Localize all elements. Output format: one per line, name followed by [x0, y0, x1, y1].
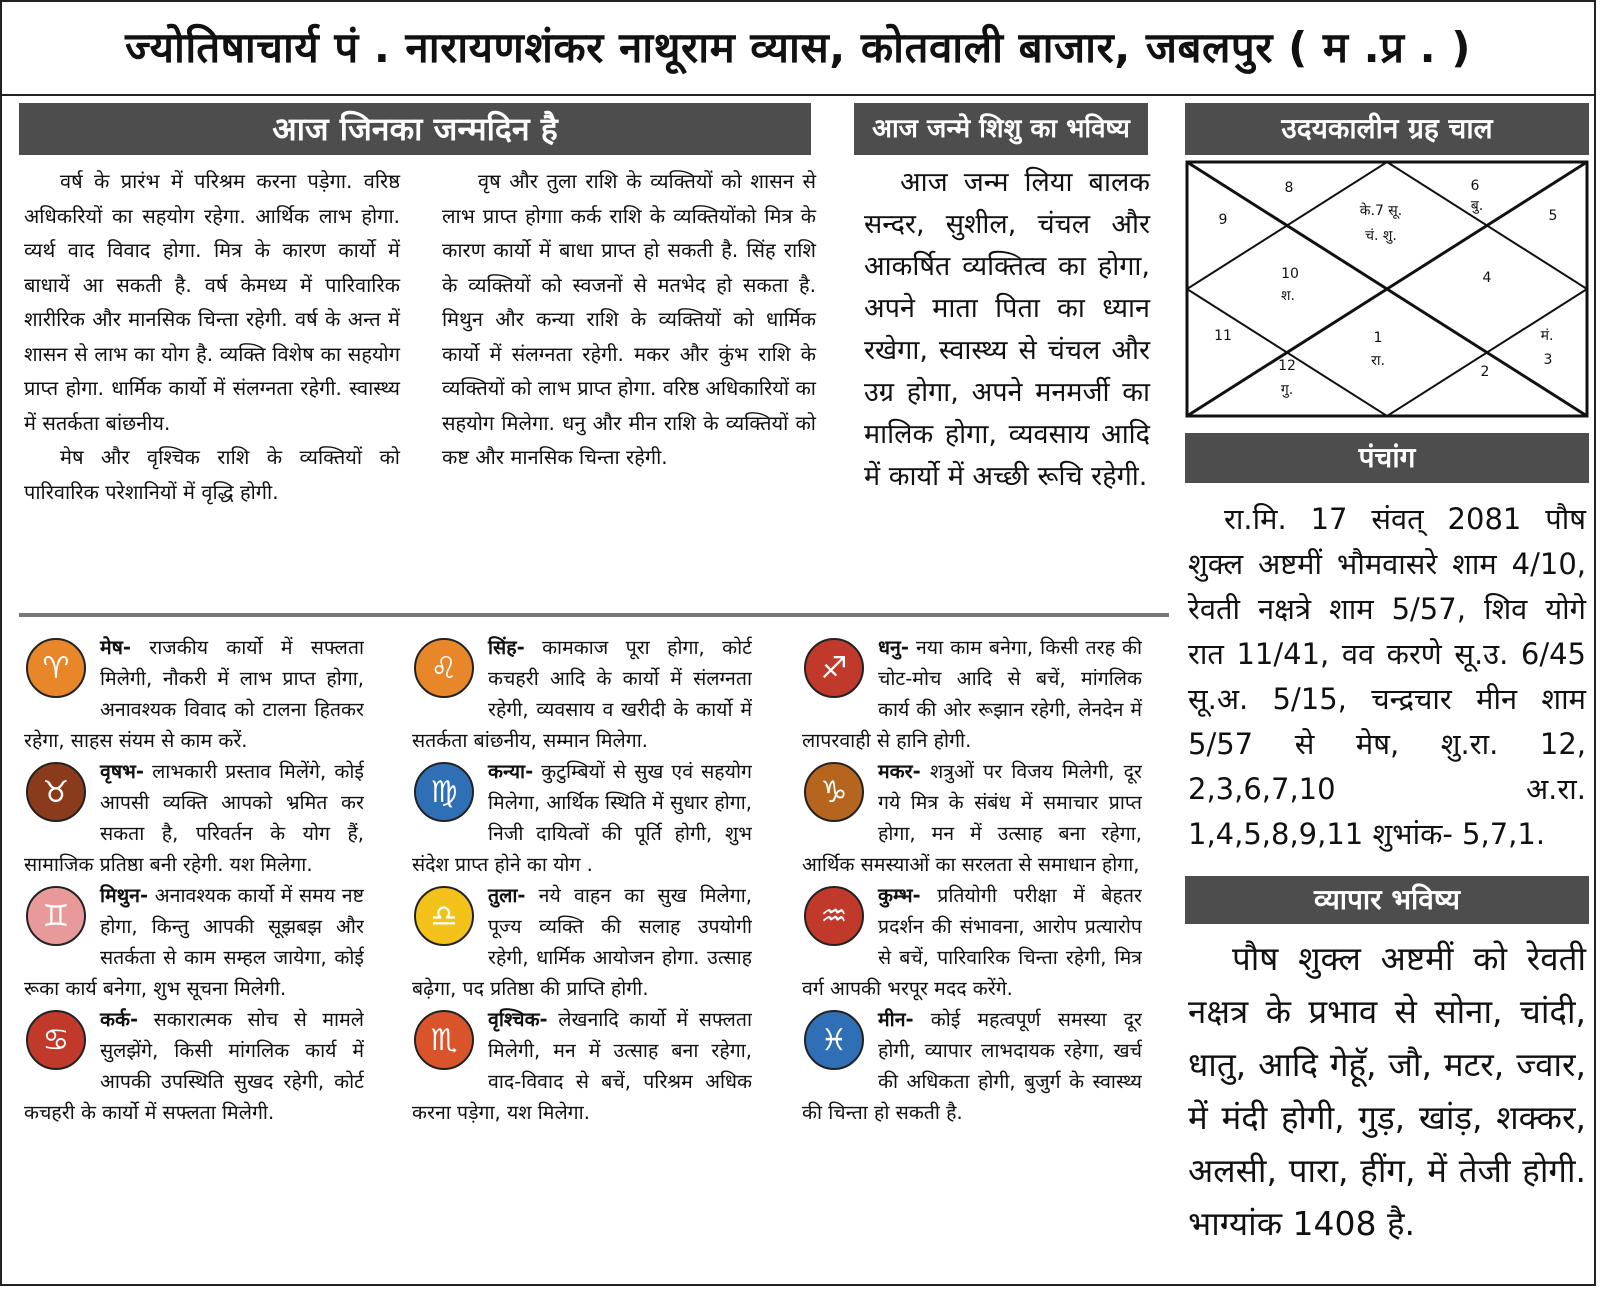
- house-10: 10: [1281, 266, 1299, 282]
- svg-text:♎: ♎: [430, 899, 458, 934]
- house-6-planets: बु.: [1470, 198, 1484, 214]
- rashi-name: तुला-: [488, 884, 526, 907]
- kumbh-zodiac-icon: [802, 884, 866, 948]
- svg-text:♈: ♈: [42, 651, 70, 686]
- house-2: 2: [1480, 364, 1490, 380]
- rashifal-column-1: [24, 632, 364, 1128]
- rashifal-column-3: [802, 632, 1142, 1128]
- panchang-heading: पंचांग: [1185, 433, 1589, 483]
- house-12-planets: गु.: [1280, 382, 1294, 398]
- rashi-text: अनावश्यक कार्यो में समय नष्ट होगा, किन्तु आपकी सूझबझ और सतर्कता से काम सम्हल जायेगा, कोई रूका कार्य बनेगा, शुभ सूचना मिलेगी.: [24, 884, 364, 1000]
- rashi-text: लेखनादि कार्यो में सफ्लता मिलेगी, मन में उत्साह बना रहेगा, वाद-विवाद से बचें, परिश्रम अधिक करना पड़ेगा, यश मिलेगा.: [412, 1008, 752, 1124]
- house-5: 5: [1548, 208, 1558, 224]
- house-3: 3: [1543, 352, 1553, 368]
- rashi-vrishabh: [24, 756, 364, 880]
- panchang-text: रा.मि. 17 संवत् 2081 पौष शुक्ल अष्टमीं भौमवासरे शाम 4/10, रेवती नक्षत्रे शाम 5/57, शिव योगे रात 11/41, वव करणे सू.उ. 6/45 सू.अ. 5/15, चन्द्रचार मीन शाम 5/57 से मेष, शु.रा. 12, 2,3,6,7,10 अ.रा. 1,4,5,8,9,11 शुभांक- 5,7,1.: [1188, 502, 1586, 851]
- rashifal-column-2: [412, 632, 752, 1128]
- house-10-planets: श.: [1281, 288, 1295, 304]
- house-11: 11: [1214, 328, 1232, 344]
- kark-zodiac-icon: [24, 1008, 88, 1072]
- vrishabh-zodiac-icon: [24, 760, 88, 824]
- chart-heading: उदयकालीन ग्रह चाल: [1185, 103, 1589, 155]
- rashi-text: लाभकारी प्रस्ताव मिलेंगे, कोई आपसी व्यक्ति आपको भ्रमित कर सकता है, परिवर्तन के योग हैं, सामाजिक प्रतिष्ठा बनी रहेगी. यश मिलेगा.: [24, 760, 364, 876]
- makar-zodiac-icon: [802, 760, 866, 824]
- svg-text:♊: ♊: [42, 899, 70, 934]
- rashi-name: वृषभ-: [100, 760, 144, 783]
- house-8: 8: [1284, 180, 1294, 196]
- rashi-vrishchik: [412, 1004, 752, 1128]
- meen-zodiac-icon: [802, 1008, 866, 1072]
- rashi-mesh: [24, 632, 364, 756]
- child-paragraph: आज जन्म लिया बालक सन्दर, सुशील, चंचल और आकर्षित व्यक्तित्व का होगा, अपने माता पिता का ध्यान रखेगा, स्वास्थ्य से चंचल और उग्र होगा, अपने मनमर्जी का मालिक होगा, व्यवसाय आदि में कार्यो में अच्छी रूचि रहेगी.: [864, 167, 1150, 492]
- rashi-name: धनु-: [878, 636, 909, 659]
- rashi-name: कुम्भ-: [878, 884, 921, 907]
- svg-text:♋: ♋: [42, 1023, 70, 1058]
- rashi-name: कर्क-: [100, 1008, 139, 1031]
- rashi-name: मिथुन-: [100, 884, 149, 907]
- birthday-paragraph-3: वृष और तुला राशि के व्यक्तियों को शासन से लाभ प्राप्त होगाा कर्क राशि के व्यक्तियोंको मित्र के कारण कार्यो में बाधा प्राप्त हो सकती है. सिंह राशि के व्यक्तियों को स्वजनों से मतभेद हो सकता है. मिथुन और कन्या राशि के व्यक्तियों को धार्मिक कार्यो में संलग्नता रहेगी. मकर और कुंभ राशि के व्यक्तियों को लाभ प्राप्त होगा. वरिष्ठ अधिकारियों का सहयोग मिलेगा. धनु और मीन राशि के व्यक्तियों को कष्ट और मानसिक चिन्ता रहेगी.: [442, 169, 816, 469]
- birthday-column-2: [442, 164, 816, 475]
- house-1: 1: [1373, 330, 1383, 346]
- rashi-mithun: [24, 880, 364, 1004]
- rashi-dhanu: [802, 632, 1142, 756]
- rashi-text: कोई महत्वपूर्ण समस्या दूर होगी, व्यापार लाभदायक रहेगा, खर्च की अधिकता होगी, बुजुर्ग के स्वास्थ्य की चिन्ता हो सकती है.: [802, 1008, 1142, 1124]
- svg-text:♐: ♐: [820, 651, 848, 686]
- mithun-zodiac-icon: [24, 884, 88, 948]
- house-9: 9: [1218, 212, 1228, 228]
- birthday-paragraph-1: वर्ष के प्रारंभ में परिश्रम करना पड़ेगा. वरिष्ठ अधिकरियों का सहयोग रहेगा. आर्थिक लाभ होगा. व्यर्थ वाद विवाद होगा. मित्र के कारण कार्यो में बाधायें आ सकती है. वर्ष केमध्य में पारिवारिक शारीरिक और मानसिक चिन्ता रहेगी. वर्ष के अन्त में शासन से लाभ का योग है. व्यक्ति विशेष का सहयोग प्राप्त होगा. धार्मिक कार्यो में संलग्नता रहेगी. स्वास्थ्य में सतर्कता बांछनीय.: [24, 169, 400, 435]
- rashi-text: कुटुम्बियों से सुख एवं सहयोग मिलेगा, आर्थिक स्थिति में सुधार होगा, निजी दायित्वों की पूर्ति होगी, शुभ संदेश प्राप्त होने का योग .: [412, 760, 752, 876]
- birthday-column-1: [24, 164, 400, 509]
- singh-zodiac-icon: [412, 636, 476, 700]
- svg-text:♉: ♉: [42, 775, 70, 810]
- rashi-kanya: [412, 756, 752, 880]
- svg-text:♓: ♓: [820, 1023, 848, 1058]
- house-1-planets: रा.: [1371, 353, 1385, 369]
- rashi-name: मीन-: [878, 1008, 914, 1031]
- rashi-text: शत्रुओं पर विजय मिलेगी, दूर गये मित्र के संबंध में समाचार प्राप्त होगा, मन में उत्साह बना रहेगा, आर्थिक समस्याओं का सरलता से समाधान होगा,: [802, 760, 1142, 876]
- child-heading: आज जन्मे शिशु का भविष्य: [854, 103, 1148, 155]
- rashi-text: नया काम बनेगा, किसी तरह की चोट-मोच आदि से बचें, मांगलिक कार्य की ओर रूझान रहेगी, लेनदेन में लापरवाही से हानि होगी.: [802, 636, 1142, 752]
- rashi-singh: [412, 632, 752, 756]
- house-4: 4: [1482, 270, 1492, 286]
- rashi-name: वृश्चिक-: [488, 1008, 548, 1031]
- section-divider: [19, 613, 1169, 617]
- mesh-zodiac-icon: [24, 636, 88, 700]
- vrishchik-zodiac-icon: [412, 1008, 476, 1072]
- house-3-planets: मं.: [1540, 328, 1554, 344]
- rashi-meen: [802, 1004, 1142, 1128]
- svg-text:♏: ♏: [430, 1023, 458, 1058]
- business-heading: व्यापार भविष्य: [1185, 876, 1589, 924]
- rashi-tula: [412, 880, 752, 1004]
- rashi-name: मकर-: [878, 760, 921, 783]
- rashi-name: कन्या-: [488, 760, 534, 783]
- rashi-kumbh: [802, 880, 1142, 1004]
- tula-zodiac-icon: [412, 884, 476, 948]
- svg-text:♒: ♒: [820, 899, 848, 934]
- house-6: 6: [1470, 178, 1480, 194]
- rashi-text: प्रतियोगी परीक्षा में बेहतर प्रदर्शन की संभावना, आरोप प्रत्यारोप से बचें, पारिवारिक चिन्ता रहेगी, मित्र वर्ग आपकी भरपूर मदद करेंगे.: [802, 884, 1142, 1000]
- rashi-makar: [802, 756, 1142, 880]
- house-12: 12: [1278, 358, 1296, 374]
- svg-text:♍: ♍: [430, 775, 458, 810]
- rashi-text: नये वाहन का सुख मिलेगा, पूज्य व्यक्ति की सलाह उपयोगी रहेगी, धार्मिक आयोजन होगा. उत्साह बढ़ेगा, पद प्रतिष्ठा की प्राप्ति होगी.: [412, 884, 752, 1000]
- svg-text:♌: ♌: [430, 651, 458, 686]
- birth-chart: [1185, 160, 1589, 418]
- house-7-planets: चं. शु.: [1365, 228, 1397, 244]
- rashi-text: सकारात्मक सोच से मामले सुलझेंगे, किसी मांगलिक कार्य में आपकी उपस्थिति सुखद रहेगी, कोर्ट कचहरी के कार्यो में सफ्लता मिलेगी.: [24, 1008, 364, 1124]
- rashi-text: राजकीय कार्यो में सफ्लता मिलेगी, नौकरी में लाभ प्राप्त होगा, अनावश्यक विवाद को टालना हितकर रहेगा, साहस संयम से काम करें.: [24, 636, 364, 752]
- svg-text:♑: ♑: [820, 775, 848, 810]
- child-column: [864, 162, 1150, 498]
- birth-chart-diagram: [1185, 160, 1589, 418]
- panchang-body: [1188, 497, 1586, 857]
- house-7: के.7 सू.: [1359, 203, 1403, 219]
- birthday-heading: आज जिनका जन्मदिन है: [19, 103, 811, 155]
- birthday-paragraph-2: मेष और वृश्चिक राशि के व्यक्तियों को पारिवारिक परेशानियों में वृद्धि होगी.: [24, 445, 400, 504]
- masthead-title: ज्योतिषाचार्य पं . नारायणशंकर नाथूराम व्यास, कोतवाली बाजार, जबलपुर ( म .प्र . ): [2, 2, 1594, 96]
- rashi-name: सिंह-: [488, 636, 525, 659]
- rashi-kark: [24, 1004, 364, 1128]
- business-body: [1188, 932, 1586, 1250]
- rashi-name: मेष-: [100, 636, 132, 659]
- business-text: पौष शुक्ल अष्टमीं को रेवती नक्षत्र के प्रभाव से सोना, चांदी, धातु, आदि गेहूॅ, जौ, मटर, ज्वार, में मंदी होगी, गुड़, खांड़, शक्कर, अलसी, पारा, हींग, में तेजी होगी. भाग्यांक 1408 है.: [1188, 939, 1586, 1243]
- rashi-text: कामकाज पूरा होगा, कोर्ट कचहरी आदि के कार्यो में संलग्नता रहेगी, व्यवसाय व खरीदी के कार्यो में सतर्कता बांछनीय, सम्मान मिलेगा.: [412, 636, 752, 752]
- dhanu-zodiac-icon: [802, 636, 866, 700]
- kanya-zodiac-icon: [412, 760, 476, 824]
